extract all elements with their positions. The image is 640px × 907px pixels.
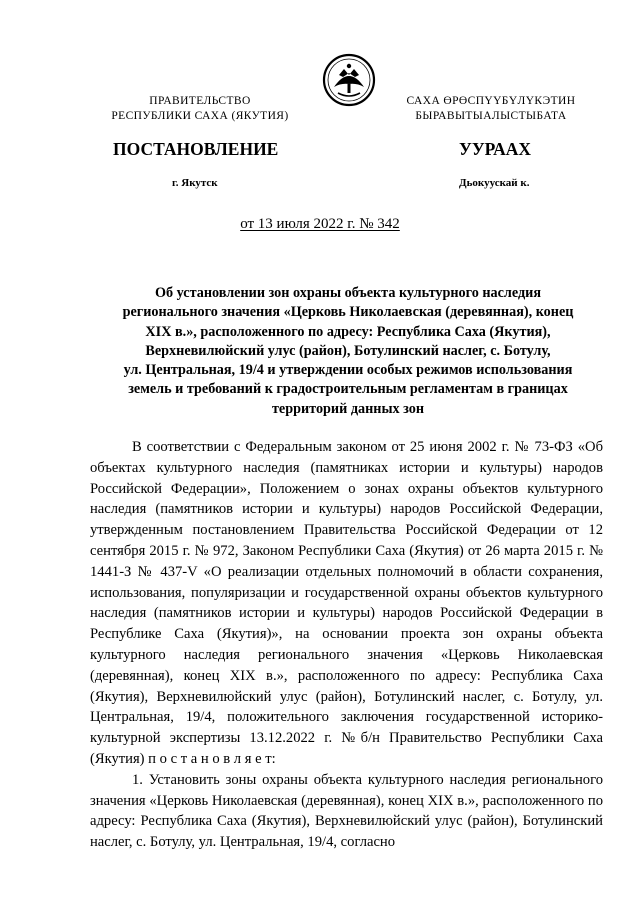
subject-line: XIX в.», расположенного по адресу: Республика Саха (Якутия),	[145, 323, 551, 340]
subject-line: земель и требований к градостроительным регламентам в границах	[128, 381, 568, 398]
government-name-russian	[85, 94, 315, 124]
decree-date-number-text: от 13 июля 2022 г. № 342	[240, 216, 400, 232]
city-sakha: Дьокуускай к.	[459, 177, 530, 189]
body-paragraph-preamble: В соответствии с Федеральным законом от 25 июня 2002 г. № 73-ФЗ «Об объектах культурного наследия (памятниках истории и культуры) народов Российской Федерации», Положением о зонах охраны объектов культурного наследия (памятников истории и культуры) народов Российской Федерации, утвержденным постановлением Правительства Российской Федерации от 12 сентября 2015 г. № 972, Законом Республики Саха (Якутия) от 26 марта 2015 г. № 1441-З № 437-V «О реализации отдельных полномочий в области сохранения, использования, популяризации и государственной охраны объектов культурного наследия (памятников истории и культуры) народов Российской Федерации в Республике Саха (Якутия)», на основании проекта зон охраны объекта культурного наследия регионального значения «Церковь Николаевская (деревянная), конец XIX в.», расположенного по адресу: Республика Саха (Якутия), Верхневилюйский улус (район), Ботулинский наслег, с. Ботулу, ул. Центральная, 19/4, положительного заключения государственной историко-культурной экспертизы 13.12.2022 г. №б/н Правительство Республики Саха (Якутия) п о с т а н о в л я е т:	[90, 439, 603, 767]
document-type-sakha: УУРААХ	[459, 139, 532, 159]
document-type-russian: ПОСТАНОВЛЕНИЕ	[113, 139, 279, 159]
subject-line: территорий данных зон	[271, 400, 425, 417]
sakha-emblem-icon	[322, 53, 376, 107]
city-russian: г. Якутск	[172, 177, 218, 189]
subject-line: ул. Центральная, 19/4 и утверждении особых режимов использования	[123, 362, 573, 379]
header-right-line1: САХА ӨРӨСПҮҮБҮЛҮКЭТИН	[406, 95, 576, 107]
body-paragraph-item-1: 1. Установить зоны охраны объекта культурного наследия регионального значения «Церковь Николаевская (деревянная), конец XIX в.», расположенного по адресу: Республика Саха (Якутия), Верхневилюйский улус (район), Ботулинский наслег, с. Ботулу, ул. Центральная, 19/4, согласно	[90, 771, 603, 851]
subject-line: Об установлении зон охраны объекта культурного наследия	[154, 285, 542, 301]
subject-line: Верхневилюйский улус (район), Ботулинский наслег, с. Ботулу,	[145, 342, 551, 359]
subject-line: регионального значения «Церковь Николаевская (деревянная), конец	[122, 304, 574, 321]
decree-subject	[88, 284, 608, 419]
decree-date-number	[0, 215, 640, 233]
header-left-line1: ПРАВИТЕЛЬСТВО	[149, 95, 251, 107]
header-left-line2: РЕСПУБЛИКИ САХА (ЯКУТИЯ)	[111, 110, 289, 122]
decree-body	[90, 437, 603, 853]
header-right-line2: БЫРАВЫТЫАЛЫСТЫБАТА	[415, 110, 567, 122]
government-name-sakha	[376, 94, 606, 124]
